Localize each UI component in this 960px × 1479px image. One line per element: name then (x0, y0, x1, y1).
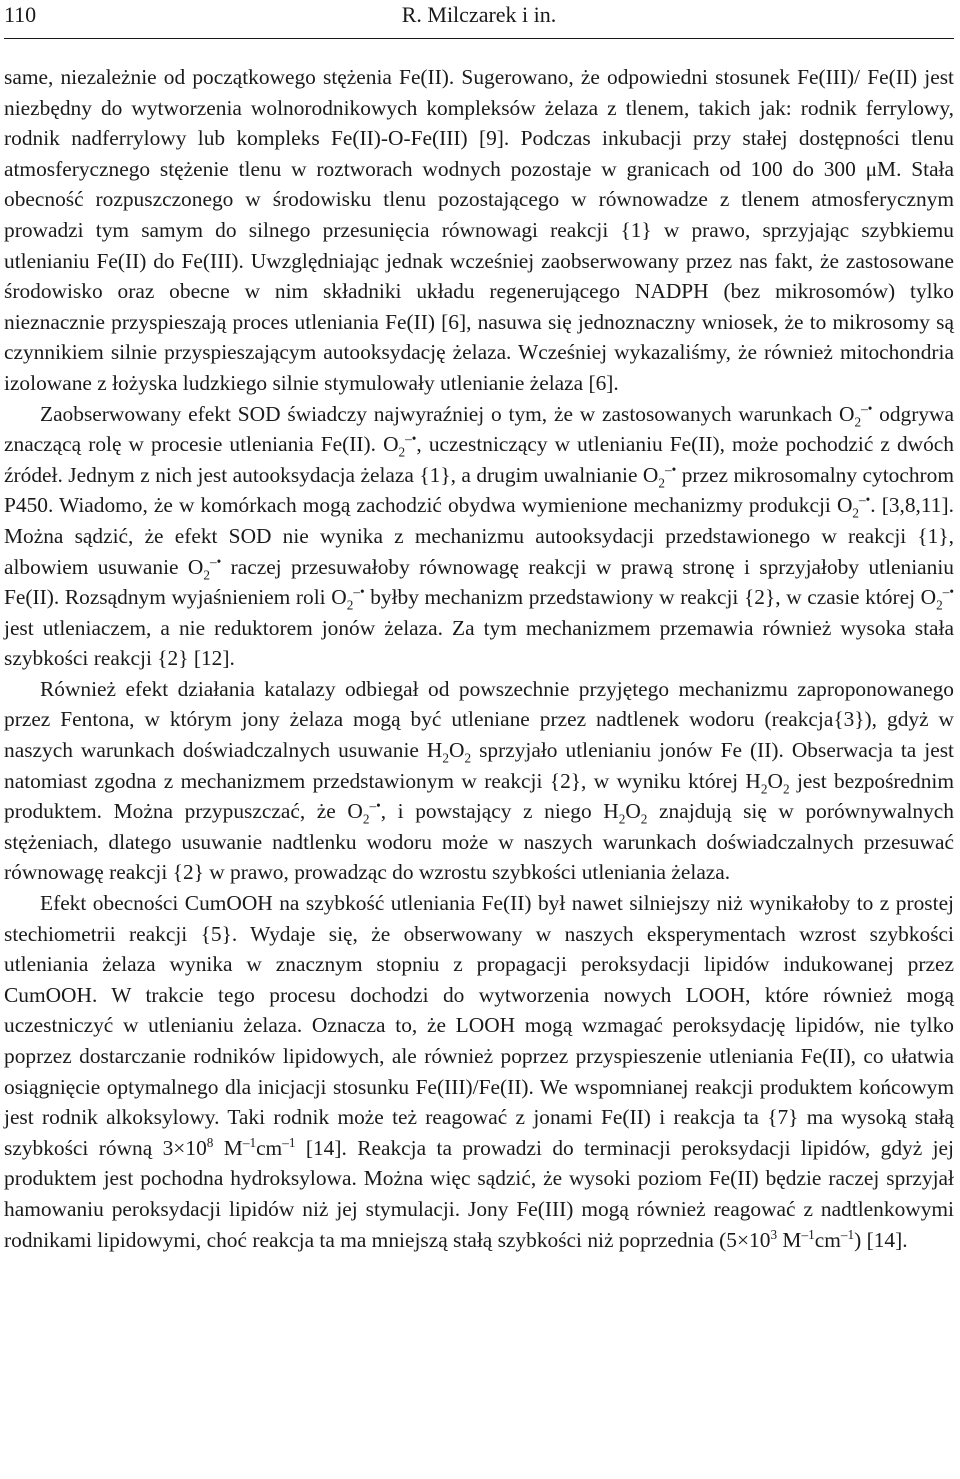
paragraph-1: same, niezależnie od początkowego stężenia Fe(II). Sugerowano, że odpowiedni stosunek Fe(III)/ Fe(II) jest niezbędny do wytworzenia wolnorodnikowych kompleksów żelaza z tlenem, takich jak: rodnik ferrylowy, rodnik nadferrylowy lub kompleks Fe(II)-O-Fe(III) [9]. Podczas inkubacji przy stałej dostępności tlenu atmosferycznego stężenie tlenu w roztworach wodnych pozostaje w granicach od 100 do 300 μM. Stała obecność rozpuszczonego w środowisku tlenu pozostającego w równowadze z tlenem atmosferycznym prowadzi tym samym do silnego przesunięcia równowagi reakcji {1} w prawo, sprzyjając szybkiemu utlenianiu Fe(II) do Fe(III). Uwzględniając jednak wcześniej zaobserwowany przez nas fakt, że zastosowane środowisko oraz obecne w nim składniki układu regenerującego NADPH (bez mikrosomów) tylko nieznacznie przyspieszają proces utleniania Fe(II) [6], nasuwa się jednoznaczny wniosek, że to mikrosomy są czynnikiem silnie przyspieszającym autooksydację żelaza. Wcześniej wykazaliśmy, że również mitochondria izolowane z łożyska ludzkiego silnie stymulowały utlenianie żelaza [6]. (4, 65, 954, 395)
header-rule (4, 38, 954, 39)
running-head-authors: R. Milczarek i in. (401, 2, 557, 27)
paragraph-3: Również efekt działania katalazy odbiegał od powszechnie przyjętego mechanizmu zaproponowanego przez Fentona, w którym jony żelaza mogą być utleniane przez nadtlenek wodoru (reakcja{3}), gdyż w naszych warunkach doświadczalnych usuwanie $H_2O_2$ sprzyjało utlenianiu jonów Fe (II). Obserwacja ta jest natomiast zgodna z mechanizmem przedstawionym w reakcji {2}, w wyniku której $H_2O_2$ jest bezpośrednim produktem. Można przypuszczać, że $O_2^{-•}$, i powstający z niego $H_2O_2$ znajdują się w porównywalnych stężeniach, dlatego usuwanie nadtlenku wodoru może w naszych warunkach doświadczalnych przesuwać równowagę reakcji {2} w prawo, prowadząc do wzrostu szybkości utleniania żelaza. (4, 676, 955, 885)
paragraph-2: Zaobserwowany efekt SOD świadczy najwyraźniej o tym, że w zastosowanych warunkach $O_2^{-•}$ odgrywa znaczącą rolę w procesie utleniania Fe(II). $O_2^{-•}$, uczestniczący w utlenianiu Fe(II), może pochodzić z dwóch źródeł. Jednym z nich jest autooksydacja żelaza {1}, a drugim uwalnianie $O_2^{-•}$ przez mikrosomalny cytochrom P450. Wiadomo, że w komórkach mogą zachodzić obydwa wymienione mechanizmy produkcji $O_2^{-•}$. [3,8,11]. Można sądzić, że efekt SOD nie wynika z mechanizmu autooksydacji przedstawionego w reakcji {1}, albowiem usuwanie $O_2^{-•}$ raczej przesuwałoby równowagę reakcji w prawą stronę i sprzyjałoby utlenianiu Fe(II). Rozsądnym wyjaśnieniem roli $O_2^{-•}$ byłby mechanizm przedstawiony w reakcji {2}, w czasie której $O_2^{-•}$ jest utleniaczem, a nie reduktorem jonów żelaza. Za tym mechanizmem przemawia również wysoka stała szybkości reakcji {2} [12]. (4, 400, 954, 671)
page-number: 110 (4, 2, 37, 27)
body-text (4, 62, 954, 1255)
running-header (4, 0, 954, 40)
paragraph-4: Efekt obecności CumOOH na szybkość utleniania Fe(II) był nawet silniejszy niż wynikałoby to z prostej stechiometrii reakcji {5}. Wydaje się, że obserwowany w naszych eksperymentach wzrost szybkości utleniania żelaza wynika w znacznym stopniu z propagacji peroksydacji lipidów indukowanej przez CumOOH. W trakcie tego procesu dochodzi do wytworzenia nowych LOOH, które również mogą uczestniczyć w utlenianiu żelaza. Oznacza to, że LOOH mogą wzmagać peroksydację lipidów, nie tylko poprzez dostarczanie rodników lipidowych, ale również poprzez przyspieszenie utleniania Fe(II), co ułatwia osiągnięcie optymalnego dla inicjacji stosunku Fe(III)/Fe(II). We wspomnianej reakcji produktem końcowym jest rodnik alkoksylowy. Taki rodnik może też reagować z jonami Fe(II) i reakcja ta {7} ma wysoką stałą szybkości równą $3\times 10^8$ $M^{-1}cm^{-1}$ [14]. Reakcja ta prowadzi do terminacji peroksydacji lipidów, gdyż jej produktem jest pochodna hydroksylowa. Można więc sądzić, że wysoki poziom Fe(II) będzie raczej sprzyjał hamowaniu peroksydacji lipidów niż jej stymulacji. Jony Fe(III) mogą również reagować z nadtlenkowymi rodnikami lipidowymi, choć reakcja ta ma mniejszą stałą szybkości niż poprzednia ($5\times 10^3$ $M^{-1}cm^{-1}$) [14]. (4, 891, 954, 1252)
